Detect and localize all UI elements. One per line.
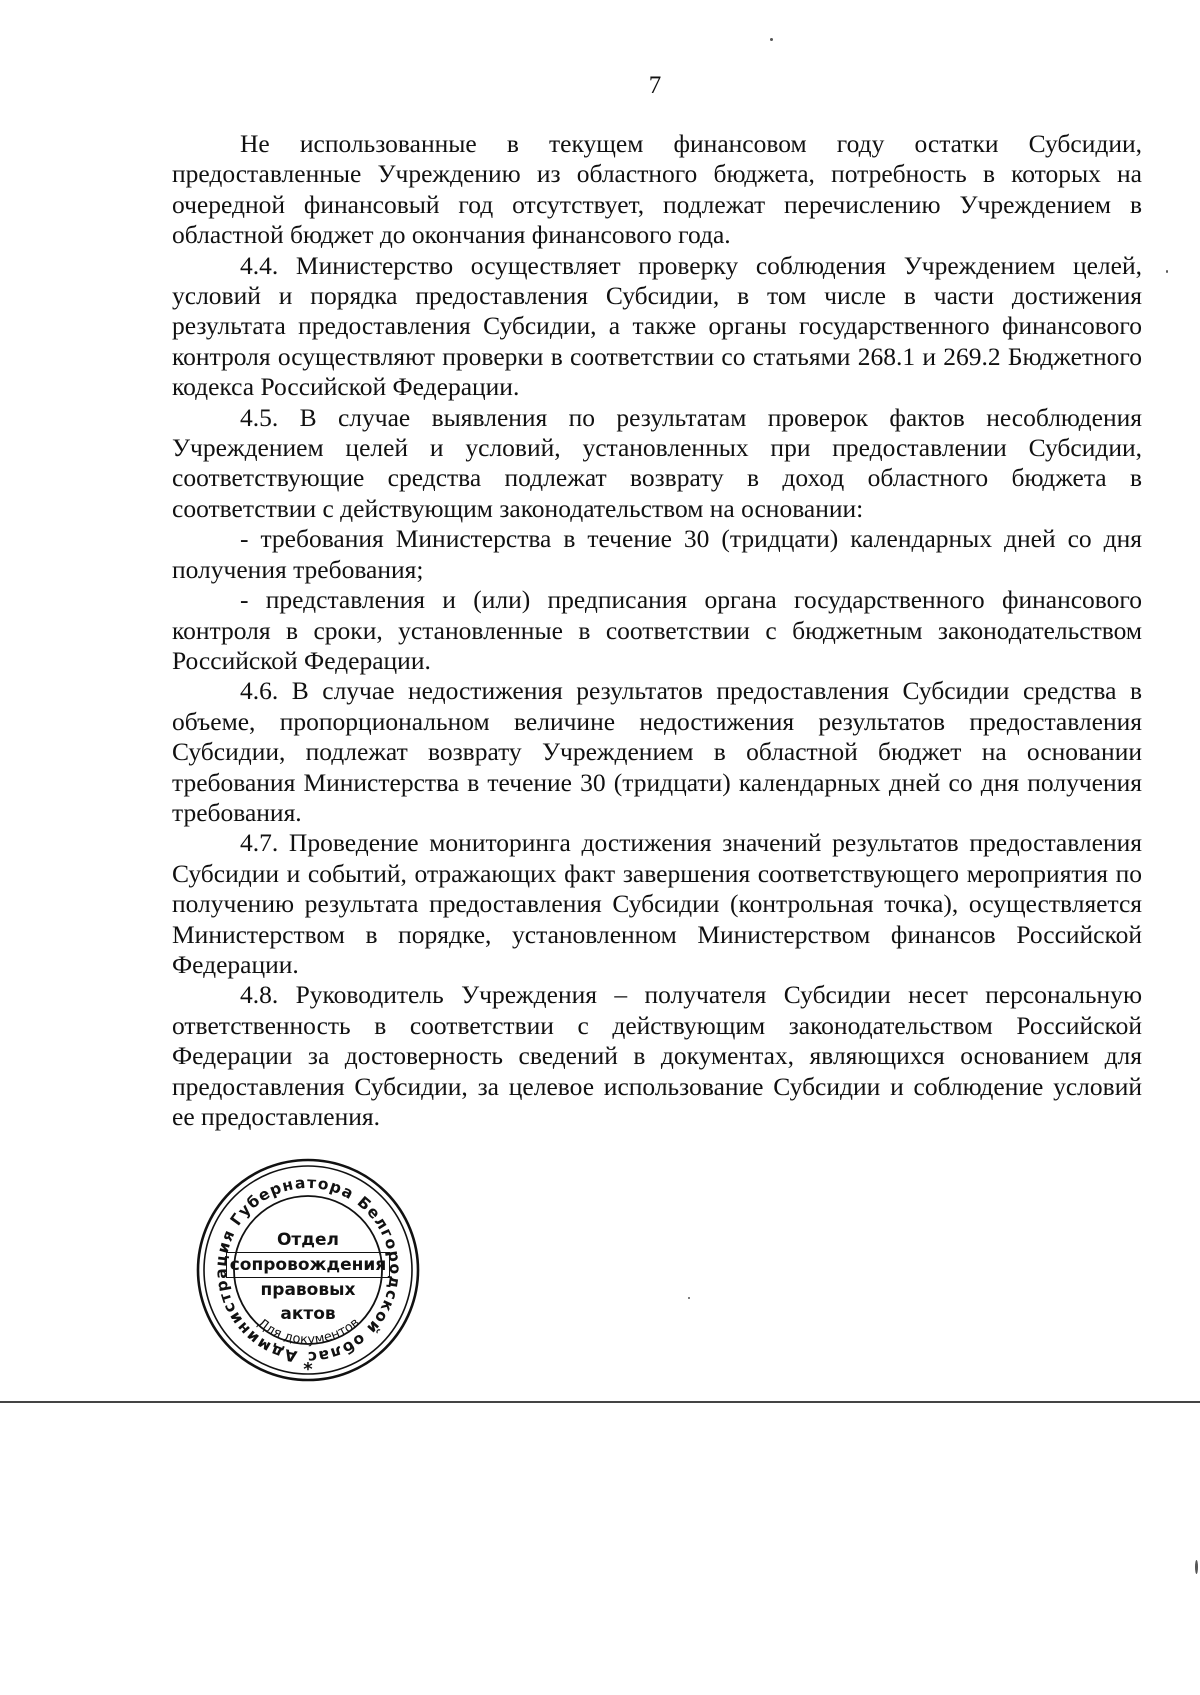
paragraph-4-4: 4.4. Министерство осуществляет проверку соблюдения Учреждением целей, условий и порядка предоставления Субсидии, в том числе в части достижения результата предоставления Субсидии, а также органы государственного финансового контроля осуществляют проверки в соответствии со статьями 268.1 и 269.2 Бюджетного кодекса Российской Федерации. bbox=[172, 250, 1142, 402]
document-body bbox=[172, 129, 1142, 1132]
list-item-control-body-submission: - представления и (или) предписания органа государственного финансового контроля в сроки, установленные в соответствии с бюджетным законодательством Российской Федерации. bbox=[172, 585, 1142, 675]
scan-speck bbox=[1195, 1560, 1198, 1574]
paragraph-4-5: 4.5. В случае выявления по результатам проверок фактов несоблюдения Учреждением целей и условий, установленных при предоставлении Субсидии, соответствующие средства подлежат возврату в доход областного бюджета в соответствии с действующим законодательством на основании: bbox=[172, 402, 1142, 523]
page-bottom-rule bbox=[0, 1401, 1200, 1403]
stamp-star-icon: * bbox=[303, 1359, 313, 1380]
stamp-line: Отдел bbox=[276, 1230, 339, 1250]
paragraph-4-8: 4.8. Руководитель Учреждения – получателя Субсидии несет персональную ответственность в соответствии с действующим законодательством Российской Федерации за достоверность сведений в документах, являющихся основанием для предоставления Субсидии, за целевое использование Субсидии и соблюдение условий ее предоставления. bbox=[172, 980, 1142, 1131]
stamp-inner-text: Для документов bbox=[254, 1315, 363, 1348]
stamp-outer-text: Администрация Губернатора Белгородской облас bbox=[211, 1173, 405, 1367]
stamp-line-boxed: сопровождения bbox=[226, 1252, 391, 1278]
paragraph-remaining-balances: Не использованные в текущем финансовом году остатки Субсидии, предоставленные Учреждению из областного бюджета, потребность в которых на очередной финансовый год отсутствует, подлежат перечислению Учреждением в областной бюджет до окончания финансового года. bbox=[172, 129, 1142, 250]
stamp-center-text bbox=[188, 1228, 428, 1326]
page-number: 7 bbox=[648, 72, 662, 99]
official-stamp bbox=[188, 1150, 428, 1390]
stamp-line: актов bbox=[280, 1304, 336, 1324]
paragraph-4-6: 4.6. В случае недостижения результатов предоставления Субсидии средства в объеме, пропорциональном величине недостижения результатов предоставления Субсидии, подлежат возврату Учреждением в областной бюджет на основании требования Министерства в течение 30 (тридцати) календарных дней со дня получения требования. bbox=[172, 676, 1142, 827]
paragraph-4-7: 4.7. Проведение мониторинга достижения значений результатов предоставления Субсидии и событий, отражающих факт завершения соответствующего мероприятия по получению результата предоставления Субсидии (контрольная точка), осуществляется Министерством в порядке, установленном Министерством финансов Российской Федерации. bbox=[172, 828, 1142, 979]
list-item-ministry-requirement: - требования Министерства в течение 30 (тридцати) календарных дней со дня получения требования; bbox=[172, 524, 1142, 584]
scan-speck bbox=[688, 1297, 690, 1299]
scan-speck bbox=[770, 38, 773, 41]
scan-speck bbox=[1166, 270, 1168, 273]
stamp-line: правовых bbox=[260, 1280, 356, 1300]
